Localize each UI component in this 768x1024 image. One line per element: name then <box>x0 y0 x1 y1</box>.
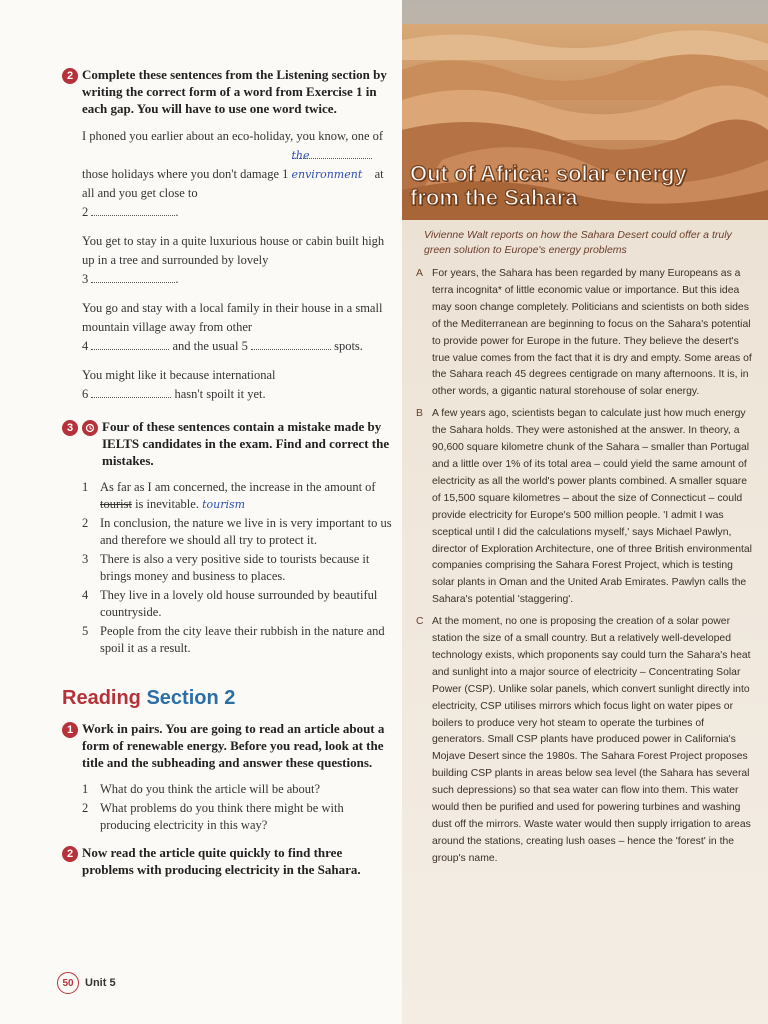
gap-3[interactable] <box>91 270 175 283</box>
reading-exercise-1 <box>62 720 392 771</box>
list-item: 2 What problems do you think there might be with producing electricity in this way? <box>82 801 344 832</box>
article-title: Out of Africa: solar energy from the Sahara <box>410 161 687 210</box>
reading-questions <box>82 781 392 834</box>
exercise-instruction: Now read the article quite quickly to find three problems with producing electricity in the Sahara. <box>82 845 361 877</box>
article-paragraph: C At the moment, no one is proposing the creation of a solar power station the size of a small country. But a relatively well-developed technology exists, which proponents say could turn the Sahara's heat and sunlight into a major source of electricity – Concentrating Solar Power (CSP). Unlike solar panels, which convert sunlight directly into electricity, CSP utilises mirrors which focus light on water pipes or boilers to produce very hot steam to operate the turbines of generators. Small CSP plants have produced power in California's Mojave Desert since the 1980s. The Sahara Forest Project proposes building CSP plants in areas below sea level (the Sahara has several such depressions) so that sea water can flow into them. This water would then be purified and used for powering turbines and washing dust off the mirrors. Waste water would then supply irrigation to areas around the stations, creating lush oases – hence the 'forest' in the group's name. <box>416 616 751 864</box>
reading-exercise-2 <box>62 844 392 878</box>
exercise-instruction: Work in pairs. You are going to read an article about a form of renewable energy. Before you read, look at the title and the subheading and answer these questions. <box>82 721 385 770</box>
article-panel <box>402 0 768 1024</box>
exercise-number: 2 <box>62 846 78 862</box>
article-paragraph: B A few years ago, scientists began to calculate just how much energy the Sahara holds. They were astonished at the answer. In theory, a 90,600 square kilometre chunk of the Sahara – smaller than Portugal and a little over 1% of its total area – could yield the same amount of electricity as all the world's power plants combined. A smaller square of 15,500 square kilometres – about the size of Connecticut – could provide electricity for Europe's 500 million people. 'I admit I was sceptical until I did the calculations myself,' says Michael Pawlyn, director of Exploration Architecture, one of three British environmental companies comprising the Sahara Forest Project, which is testing solar plants in Oman and the United Arab Emirates. Pawlyn calls the Sahara's potential 'staggering'. <box>416 408 752 606</box>
article-body <box>416 266 752 873</box>
list-item: 1 As far as I am concerned, the increase in the amount of tourist is inevitable. tourism <box>82 480 376 511</box>
exercise-2 <box>62 66 392 117</box>
gap-6[interactable] <box>91 385 171 398</box>
list-item: 2 In conclusion, the nature we live in is very important to us and therefore we should all try to protect it. <box>82 516 392 547</box>
gap-2[interactable] <box>91 203 175 216</box>
exam-tip-icon <box>82 420 98 436</box>
mistake-sentences <box>82 479 392 657</box>
page-number: 50 <box>57 972 79 994</box>
gap-4[interactable] <box>91 337 169 350</box>
list-item: 5 People from the city leave their rubbish in the nature and spoil it as a result. <box>82 624 385 655</box>
exercise-number: 1 <box>62 722 78 738</box>
list-item: 4 They live in a lovely old house surrounded by beautiful countryside. <box>82 588 378 619</box>
list-item: 3 There is also a very positive side to tourists because it brings money and business to places. <box>82 552 370 583</box>
page-footer <box>57 972 116 994</box>
exercise-instruction: Complete these sentences from the Listening section by writing the correct form of a word from Exercise 1 in each gap. You will have to use one word twice. <box>82 67 387 116</box>
section-heading: Reading Section 2 <box>62 687 236 709</box>
gap-sentence-1: I phoned you earlier about an eco-holiday, you know, one of those holidays where you don't damage 1 the environment at all and you get close to 2 . <box>82 129 384 219</box>
list-item: 1 What do you think the article will be about? <box>82 782 321 796</box>
exercise-3 <box>62 418 392 469</box>
article-paragraph: A For years, the Sahara has been regarded by many Europeans as a terra incognita* of little economic value or importance. But this idea may soon change completely. Politicians and scientists on both sides of the Mediterranean are beginning to focus on the Sahara's potential to provide power for Europe in the future. They believe the desert's true value comes from the fact that it is dry and empty. Some areas of the Sahara reach 45 degrees centigrade on many afternoons. It is, in other words, a gigantic natural storehouse of solar energy. <box>416 268 752 398</box>
gap-sentence-2: You get to stay in a quite luxurious house or cabin built high up in a tree and surrounded by lovely 3 . <box>82 234 385 286</box>
article-subheading: Vivienne Walt reports on how the Sahara Desert could offer a truly green solution to Europe's energy problems <box>424 229 732 256</box>
exercise-instruction: Four of these sentences contain a mistake made by IELTS candidates in the exam. Find and correct the mistakes. <box>102 419 390 468</box>
gap-1-answer[interactable]: the environment <box>292 146 372 159</box>
gap-sentence-4: You might like it because international 6 hasn't spoilt it yet. <box>82 368 276 401</box>
exercise-number: 3 <box>62 420 78 436</box>
exercise-number: 2 <box>62 68 78 84</box>
unit-label: Unit 5 <box>85 977 116 989</box>
gap-5[interactable] <box>251 337 331 350</box>
struck-word: tourist <box>100 497 132 511</box>
gap-sentence-3: You go and stay with a local family in their house in a small mountain village away from other 4 and the usual 5 spots. <box>82 301 383 353</box>
handwritten-correction: tourism <box>202 498 246 511</box>
exercises-column <box>62 66 392 888</box>
